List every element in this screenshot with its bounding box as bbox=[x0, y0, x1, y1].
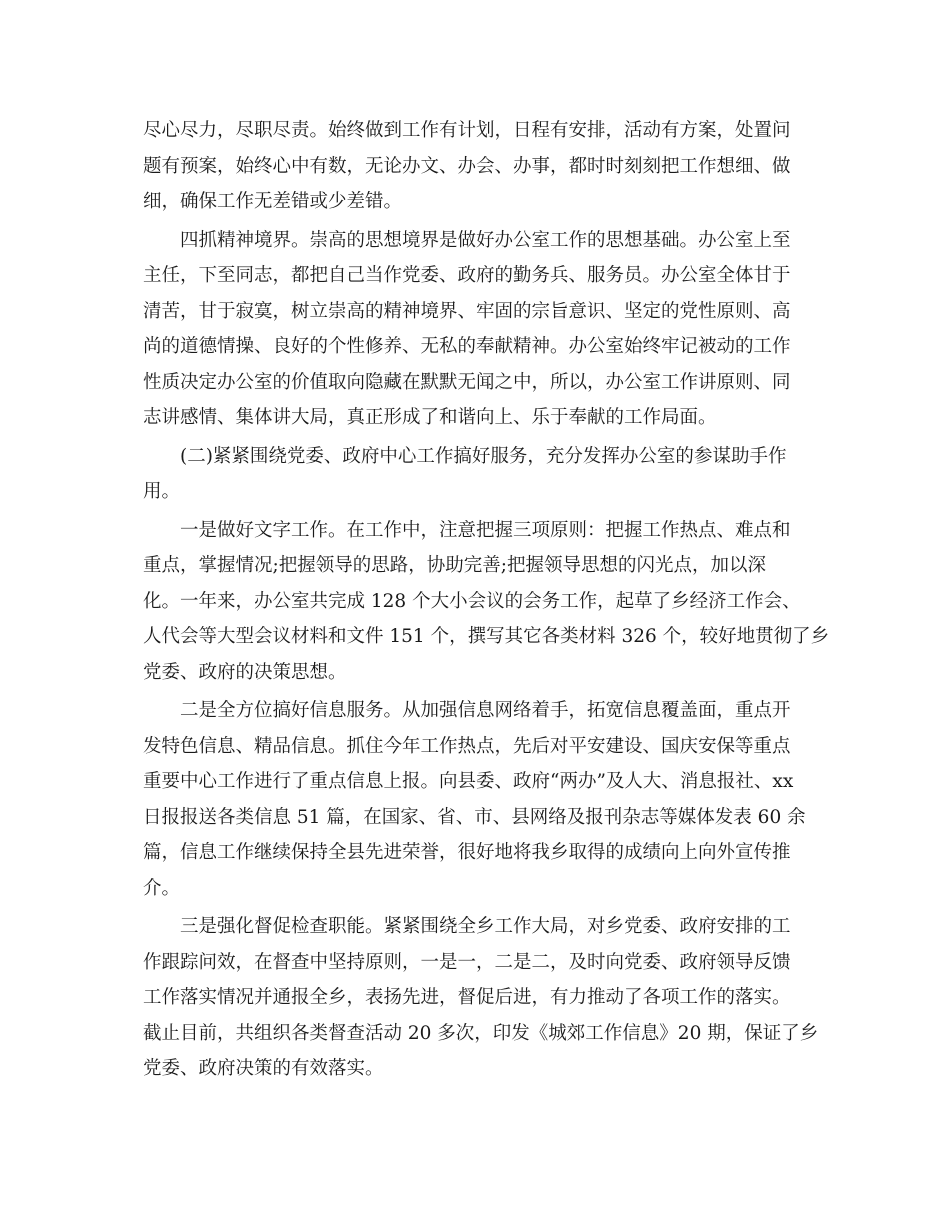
paragraph-first-line: 二是全方位搞好信息服务。从加强信息网络着手，拓宽信息覆盖面，重点开 bbox=[180, 700, 791, 721]
text-line: 重要中心工作进行了重点信息上报。向县委、政府“两办”及人大、消息报社、xx bbox=[143, 771, 794, 792]
text-line: 清苦，甘于寂寞，树立崇高的精神境界、牢固的宗旨意识、坚定的党性原则、高 bbox=[143, 300, 791, 322]
text-line: 党委、政府决策的有效落实。 bbox=[143, 1058, 384, 1079]
text-line: 党委、政府的决策思想。 bbox=[143, 661, 347, 683]
paragraph-first-line: 四抓精神境界。崇高的思想境界是做好办公室工作的思想基础。办公室上至 bbox=[180, 229, 791, 251]
text-line: 志讲感情、集体讲大局，真正形成了和谐向上、乐于奉献的工作局面。 bbox=[143, 407, 717, 428]
paragraph-first-line: 三是强化督促检查职能。紧紧围绕全乡工作大局，对乡党委、政府安排的工 bbox=[180, 916, 791, 937]
text-line: 介。 bbox=[143, 877, 181, 899]
document-body bbox=[143, 113, 830, 1087]
text-line: 尽心尽力，尽职尽责。始终做到工作有计划，日程有安排，活动有方案，处置问 bbox=[143, 120, 791, 141]
text-line: 主任，下至同志，都把自己当作党委、政府的勤务兵、服务员。办公室全体甘于 bbox=[143, 265, 791, 286]
text-line: 化。一年来，办公室共完成 128 个大小会议的会务工作，起草了乡经济工作会、 bbox=[143, 590, 801, 612]
text-line: 重点，掌握情况;把握领导的思路，协助完善;把握领导思想的闪光点，加以深 bbox=[143, 555, 766, 576]
text-line: 细，确保工作无差错或少差错。 bbox=[143, 191, 403, 212]
section-heading-line: (二)紧紧围绕党委、政府中心工作搞好服务，充分发挥办公室的参谋助手作 bbox=[180, 445, 787, 467]
text-line: 作跟踪问效，在督查中坚持原则，一是一，二是二，及时向党委、政府领导反馈 bbox=[143, 951, 791, 973]
text-line: 篇，信息工作继续保持全县先进荣誉，很好地将我乡取得的成绩向上向外宣传推 bbox=[143, 842, 791, 863]
text-line: 性质决定办公室的价值取向隐藏在默默无闻之中，所以，办公室工作讲原则、同 bbox=[143, 371, 791, 393]
text-line: 日报报送各类信息 51 篇，在国家、省、市、县网络及报刊杂志等媒体发表 60 余 bbox=[143, 806, 806, 828]
text-line: 发特色信息、精品信息。抓住今年工作热点，先后对平安建设、国庆安保等重点 bbox=[143, 735, 791, 757]
text-line: 人代会等大型会议材料和文件 151 个，撰写其它各类材料 326 个，较好地贯彻了乡 bbox=[143, 626, 830, 647]
paragraph-first-line: 一是做好文字工作。在工作中，注意把握三项原则：把握工作热点、难点和 bbox=[180, 519, 791, 541]
section-heading-line: 用。 bbox=[143, 481, 181, 502]
text-line: 工作落实情况并通报全乡，表扬先进，督促后进，有力推动了各项工作的落实。 bbox=[143, 987, 791, 1008]
text-line: 题有预案，始终心中有数，无论办文、办会、办事，都时时刻刻把工作想细、做 bbox=[143, 155, 791, 177]
text-line: 截止目前，共组织各类督查活动 20 多次，印发《城郊工作信息》20 期，保证了乡 bbox=[143, 1022, 819, 1044]
text-line: 尚的道德情操、良好的个性修养、无私的奉献精神。办公室始终牢记被动的工作 bbox=[143, 336, 791, 357]
